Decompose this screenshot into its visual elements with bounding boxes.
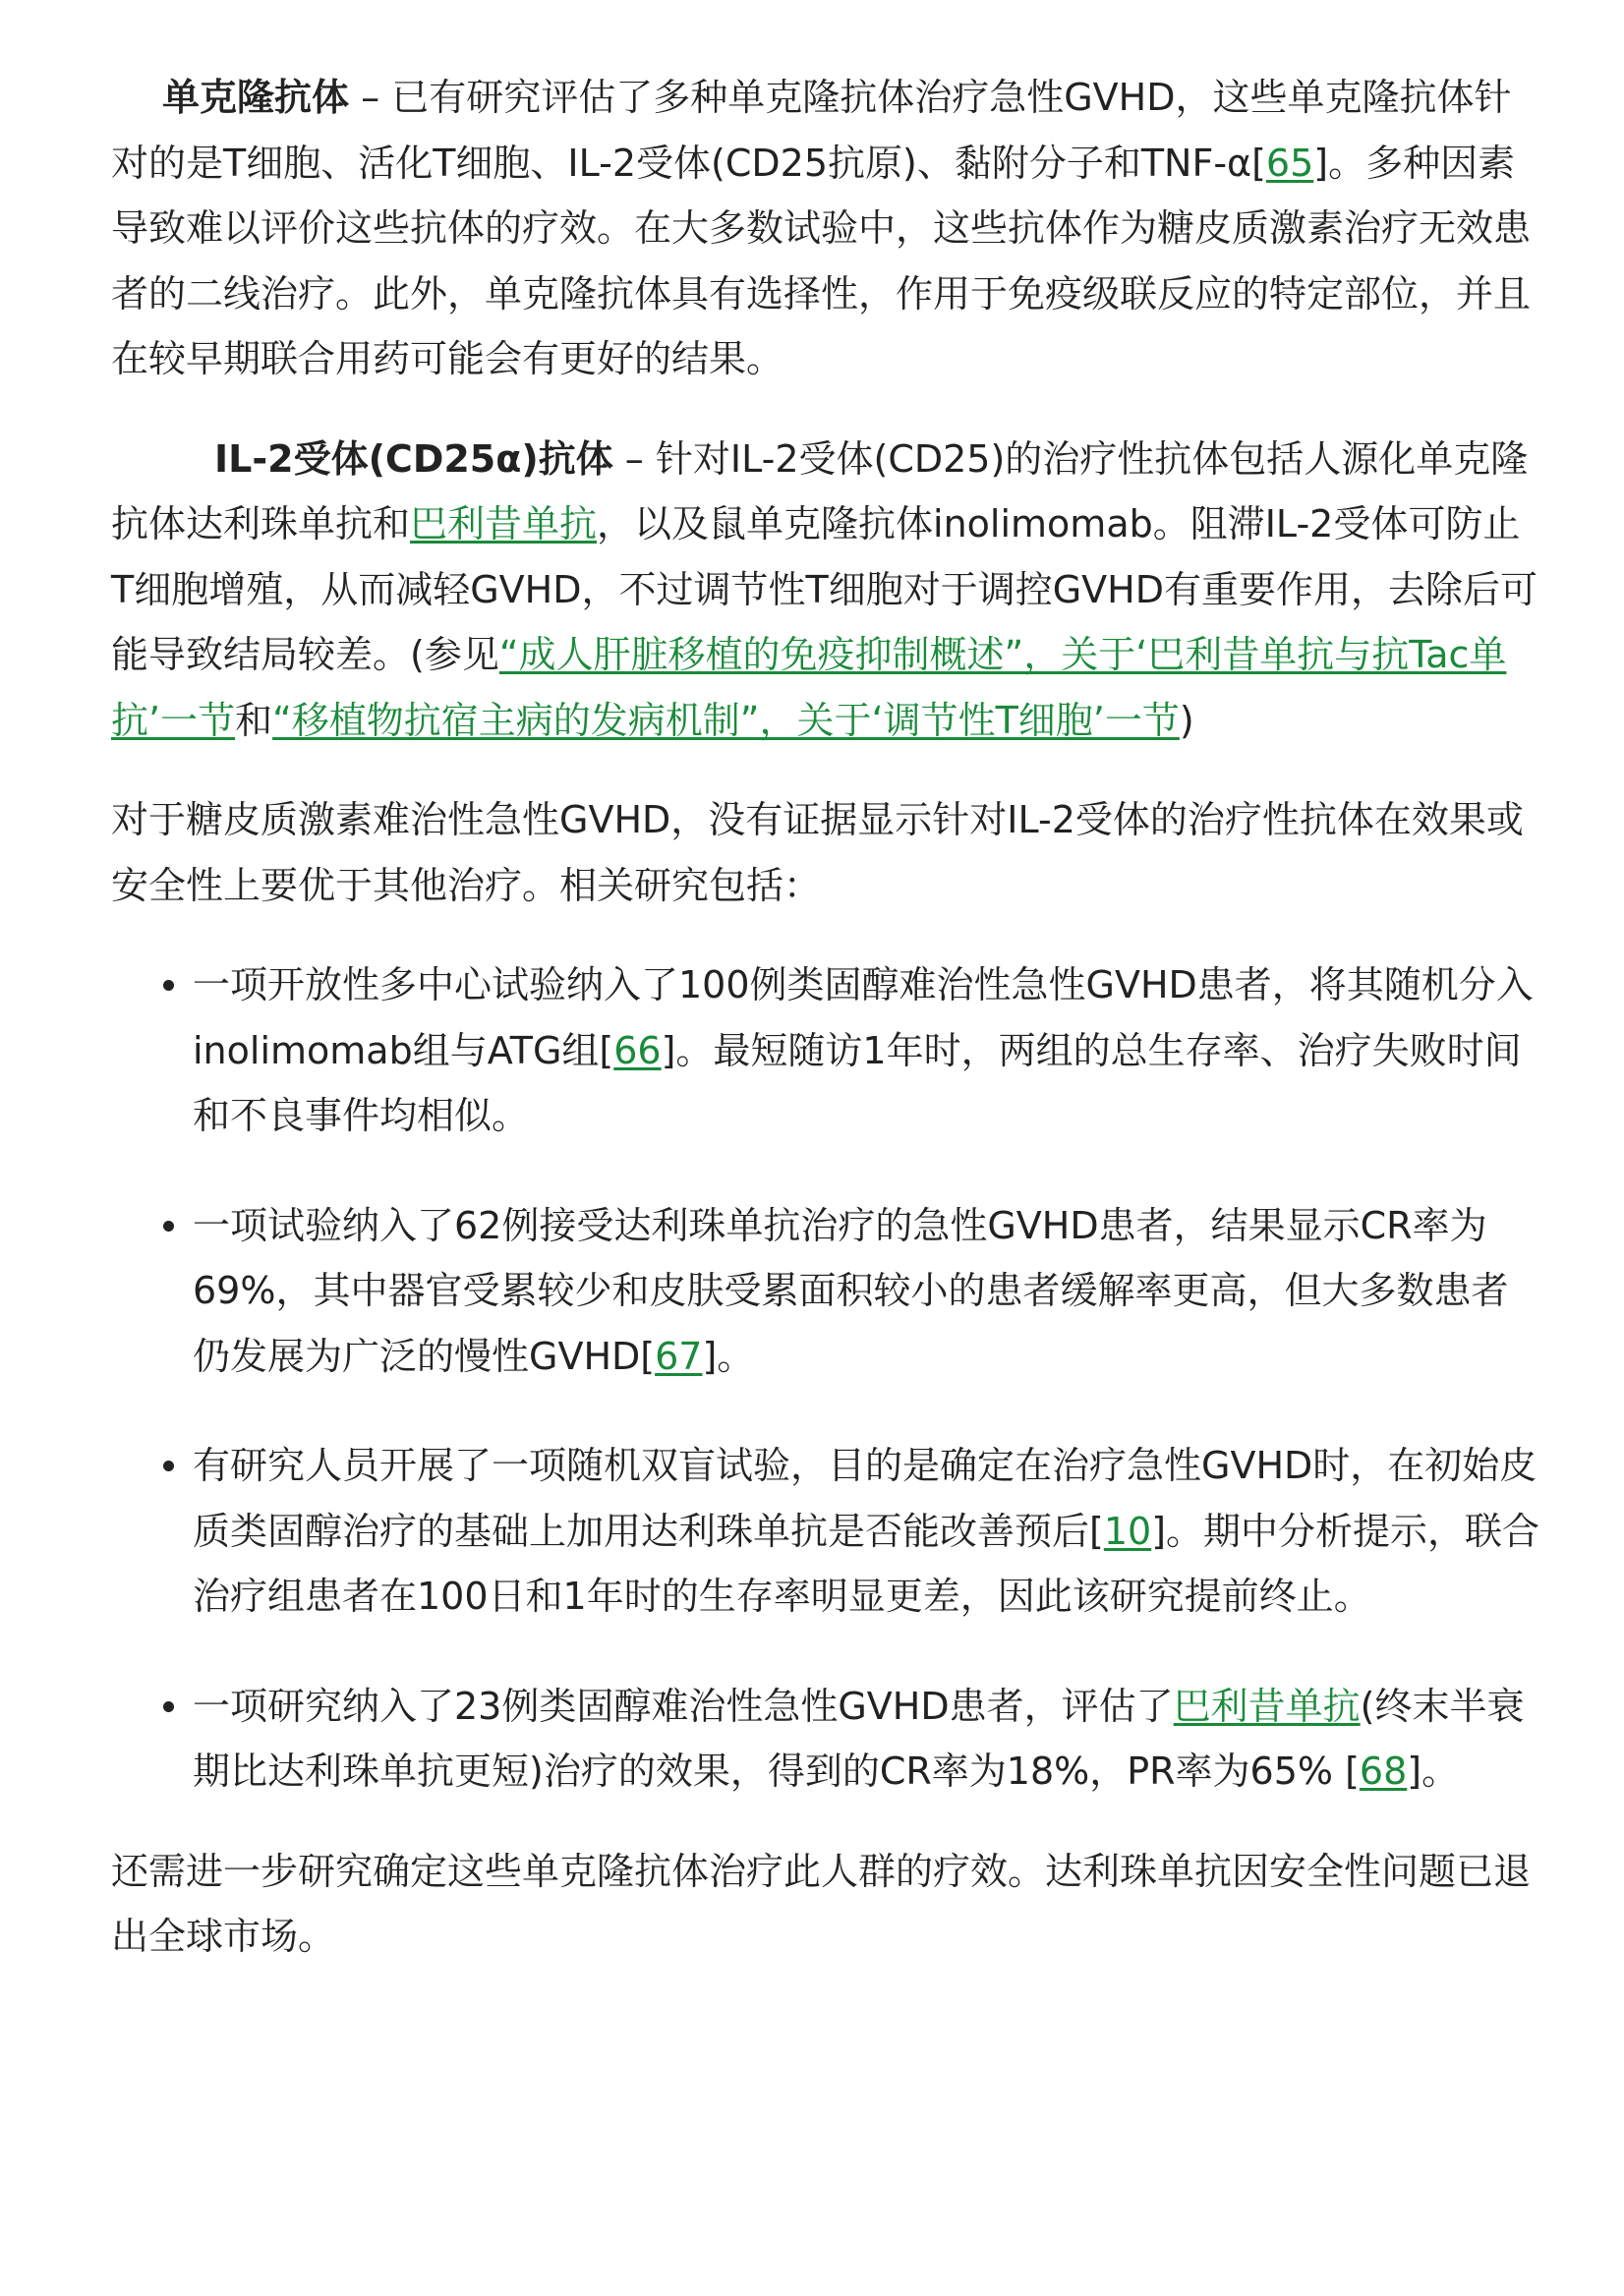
study-list [111,952,1541,1805]
reference-link-68[interactable]: 68 [1359,1750,1408,1793]
bullet-icon [163,1461,174,1471]
reference-link-67[interactable]: 67 [655,1334,703,1378]
list-item-text: ]。期中分析提示，联合治疗组患者在100日和1年时的生存率明显更差，因此该研究提前终止。 [193,1509,1540,1618]
section-heading-il2: IL-2受体(CD25α)抗体 [214,436,613,481]
drug-link-basiliximab[interactable]: 巴利昔单抗 [410,502,598,545]
list-item [111,1193,1541,1390]
heading-dash: – [612,436,656,481]
paragraph-il2-receptor-antibodies [111,427,1541,754]
topic-link-gvhd-pathogenesis[interactable]: “移植物抗宿主病的发病机制”，关于‘调节性T细胞’一节 [272,698,1180,742]
paragraph-text: 已有研究评估了多种单克隆抗体治疗急性GVHD，这些单克隆抗体针对的是T细胞、活化T细胞、IL-2受体(CD25抗原)、黏附分子和TNF-α[ [111,76,1512,185]
list-item-text: (终末半衰期比达利珠单抗更短)治疗的效果，得到的CR率为18%，PR率为65% [ [193,1684,1525,1793]
list-item-text: 一项试验纳入了62例接受达利珠单抗治疗的急性GVHD患者，结果显示CR率为69%，其中器官受累较少和皮肤受累面积较小的患者缓解率更高，但大多数患者仍发展为广泛的慢性GVHD[ [193,1203,1509,1378]
list-item-text: ]。 [702,1334,755,1378]
paragraph-text: ) [1179,698,1194,742]
paragraph-text: ]。多种因素导致难以评价这些抗体的疗效。在大多数试验中，这些抗体作为糖皮质激素治疗无效患者的二线治疗。此外，单克隆抗体具有选择性，作用于免疫级联反应的特定部位，并且在较早期联合用药可能会有更好的结果。 [111,141,1532,380]
paragraph-text: 对于糖皮质激素难治性急性GVHD，没有证据显示针对IL-2受体的治疗性抗体在效果或安全性上要优于其他治疗。相关研究包括： [111,798,1524,907]
drug-link-basiliximab[interactable]: 巴利昔单抗 [1173,1684,1361,1728]
list-item-text: ]。 [1407,1750,1460,1793]
paragraph-steroid-refractory-evidence [111,787,1541,918]
reference-link-66[interactable]: 66 [613,1028,662,1072]
paragraph-monoclonal-antibodies [111,65,1541,392]
paragraph-text: 针对IL-2受体(CD25)的治疗性抗体包括人源化单克隆抗体达利珠单抗和 [111,436,1529,545]
paragraph-conclusion [111,1839,1541,1970]
section-heading-monoclonal: 单克隆抗体 [162,76,350,119]
list-item-text: 有研究人员开展了一项随机双盲试验，目的是确定在治疗急性GVHD时，在初始皮质类固醇治疗的基础上加用达利珠单抗是否能改善预后[ [193,1444,1537,1553]
paragraph-text: 和 [235,698,273,742]
reference-link-65[interactable]: 65 [1265,141,1314,185]
list-item [111,1433,1541,1630]
paragraph-text: 还需进一步研究确定这些单克隆抗体治疗此人群的疗效。达利珠单抗因安全性问题已退出全球市场。 [111,1849,1532,1958]
topic-link-liver-transplant-immunosuppression[interactable]: “成人肝脏移植的免疫抑制概述”，关于‘巴利昔单抗与抗Tac单抗’一节 [111,633,1507,742]
paragraph-text: ，以及鼠单克隆抗体inolimomab。阻滞IL-2受体可防止T细胞增殖，从而减轻GVHD，不过调节性T细胞对于调控GVHD有重要作用，去除后可能导致结局较差。(参见 [111,502,1537,676]
list-item [111,952,1541,1149]
list-item [111,1674,1541,1805]
reference-link-10[interactable]: 10 [1103,1509,1152,1553]
list-item-text: 一项开放性多中心试验纳入了100例类固醇难治性急性GVHD患者，将其随机分入inolimomab组与ATG组[ [193,963,1534,1072]
list-item-text: 一项研究纳入了23例类固醇难治性急性GVHD患者，评估了 [193,1684,1174,1728]
heading-dash: – [349,76,392,119]
bullet-icon [163,980,174,991]
bullet-icon [163,1221,174,1232]
list-item-text: ]。最短随访1年时，两组的总生存率、治疗失败时间和不良事件均相似。 [193,1028,1522,1137]
bullet-icon [163,1701,174,1712]
